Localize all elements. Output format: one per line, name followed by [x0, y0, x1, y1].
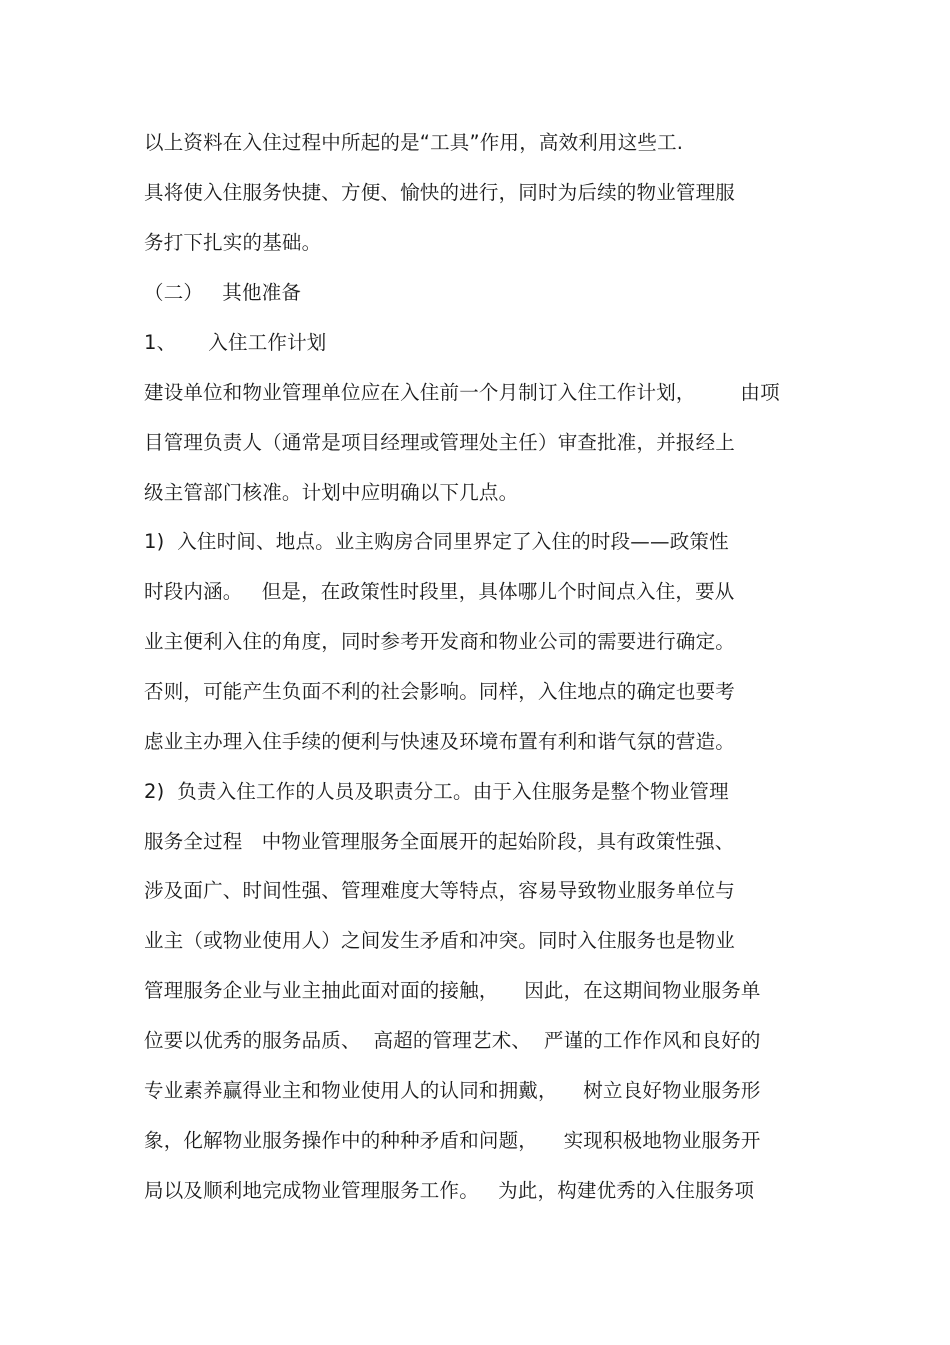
- text-line: 建设单位和物业管理单位应在入住前一个月制订入住工作计划， 由项: [144, 381, 780, 404]
- section-heading: （二） 其他准备: [144, 281, 302, 304]
- text-line: 否则，可能产生负面不利的社会影响。同样，入住地点的确定也要考: [144, 680, 736, 703]
- text-line: 业主（或物业使用人）之间发生矛盾和冲突。同时入住服务也是物业: [144, 929, 736, 952]
- text-line: 时段内涵。 但是，在政策性时段里，具体哪儿个时间点入住，要从: [144, 580, 735, 603]
- text-line: 位要以优秀的服务品质、 高超的管理艺术、 严谨的工作作风和良好的: [144, 1029, 761, 1052]
- text-line: 具将使入住服务快捷、方便、愉快的进行，同时为后续的物业管理服: [144, 181, 736, 204]
- text-line: 以上资料在入住过程中所起的是“工具”作用，高效利用这些工.: [144, 131, 684, 154]
- text-line: 专业素养赢得业主和物业使用人的认同和拥戴， 树立良好物业服务形: [144, 1079, 761, 1102]
- text-line: 业主便利入住的角度，同时参考开发商和物业公司的需要进行确定。: [144, 630, 736, 653]
- text-line: 1) 入住时间、地点。业主购房合同里界定了入住的时段——政策性: [144, 530, 729, 553]
- text-line: 虑业主办理入住手续的便利与快速及环境布置有利和谐气氛的营造。: [144, 730, 736, 753]
- text-line: 级主管部门核准。计划中应明确以下几点。: [144, 481, 519, 504]
- text-line: 象，化解物业服务操作中的种种矛盾和问题， 实现积极地物业服务开: [144, 1129, 761, 1152]
- subsection-heading: 1、 入住工作计划: [144, 331, 327, 354]
- text-line: 局以及顺利地完成物业管理服务工作。 为此，构建优秀的入住服务项: [144, 1179, 755, 1202]
- text-line: 务打下扎实的基础。: [144, 231, 322, 254]
- text-line: 管理服务企业与业主抽此面对面的接触， 因此，在这期间物业服务单: [144, 979, 761, 1002]
- text-line: 2) 负责入住工作的人员及职责分工。由于入住服务是整个物业管理: [144, 780, 729, 803]
- text-line: 目管理负责人（通常是项目经理或管理处主任）审查批准，并报经上: [144, 431, 736, 454]
- text-line: 涉及面广、时间性强、管理难度大等特点，容易导致物业服务单位与: [144, 879, 736, 902]
- text-line: 服务全过程 中物业管理服务全面展开的起始阶段，具有政策性强、: [144, 830, 735, 853]
